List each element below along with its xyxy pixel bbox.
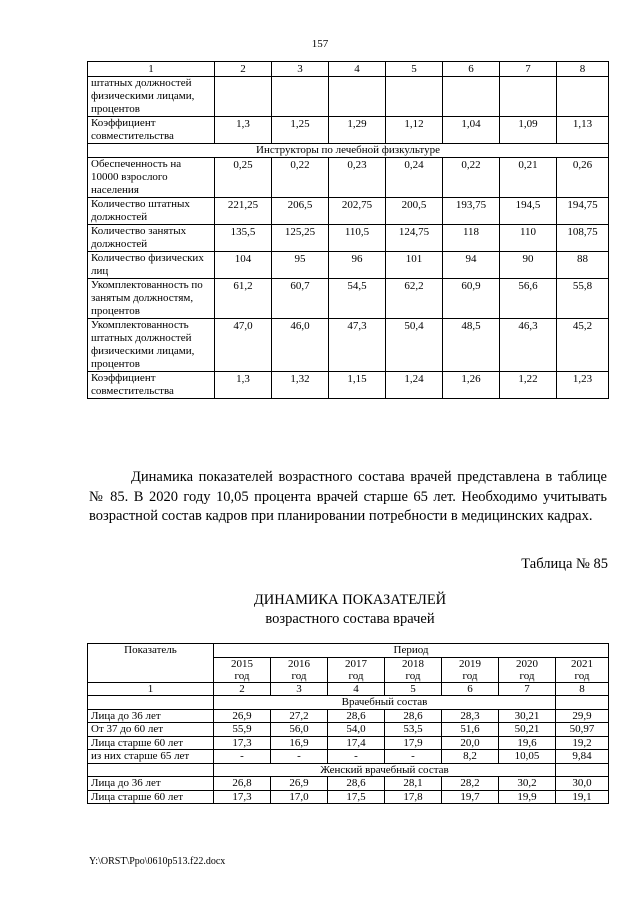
value-cell: 17,0 <box>271 790 328 804</box>
table-row <box>88 777 609 791</box>
column-number-cell: 2 <box>214 682 271 696</box>
value-cell: 61,2 <box>215 279 272 319</box>
year-header-cell <box>556 657 609 682</box>
row-label-cell: Лица до 36 лет <box>88 777 214 791</box>
value-cell: 30,2 <box>499 777 556 791</box>
value-cell: 1,04 <box>443 117 500 144</box>
table-row <box>88 372 609 399</box>
value-cell: 135,5 <box>215 225 272 252</box>
year-header-cell <box>271 657 328 682</box>
column-number-cell: 5 <box>386 62 443 77</box>
column-number-cell: 7 <box>499 682 556 696</box>
value-cell: 94 <box>443 252 500 279</box>
value-cell: 28,3 <box>442 709 499 723</box>
period-header-cell: Период <box>214 644 609 658</box>
year-unit: год <box>291 669 307 682</box>
value-cell: 19,6 <box>499 736 556 750</box>
year-value: 2020 <box>516 657 538 670</box>
table-row <box>88 225 609 252</box>
row-label-cell: Количество физических лиц <box>88 252 215 279</box>
table-row <box>88 117 609 144</box>
value-cell: 10,05 <box>499 750 556 764</box>
value-cell: 1,3 <box>215 372 272 399</box>
value-cell: 30,21 <box>499 709 556 723</box>
value-cell: 19,2 <box>556 736 609 750</box>
section-spacer-cell <box>556 696 609 710</box>
value-cell: 50,4 <box>386 319 443 372</box>
table-row <box>88 723 609 737</box>
column-number-cell: 8 <box>557 62 609 77</box>
year-value: 2017 <box>345 657 367 670</box>
value-cell: 46,0 <box>272 319 329 372</box>
value-cell: 47,0 <box>215 319 272 372</box>
value-cell: 110,5 <box>329 225 386 252</box>
value-cell: 1,3 <box>215 117 272 144</box>
value-cell <box>329 77 386 117</box>
value-cell: 28,6 <box>328 709 385 723</box>
value-cell: 104 <box>215 252 272 279</box>
year-header-cell <box>385 657 442 682</box>
table-row <box>88 198 609 225</box>
row-label-cell: Коэффициент совместительства <box>88 117 215 144</box>
table-row <box>88 77 609 117</box>
value-cell: 46,3 <box>500 319 557 372</box>
header-row <box>88 62 609 77</box>
year-unit: год <box>234 669 250 682</box>
column-number-cell: 5 <box>385 682 442 696</box>
value-cell: 54,5 <box>329 279 386 319</box>
value-cell: 8,2 <box>442 750 499 764</box>
value-cell: 30,0 <box>556 777 609 791</box>
row-label-cell: из них старше 65 лет <box>88 750 214 764</box>
section-title-cell: Женский врачебный состав <box>214 763 556 777</box>
value-cell: 193,75 <box>443 198 500 225</box>
value-cell: 17,3 <box>214 736 271 750</box>
value-cell: 50,97 <box>556 723 609 737</box>
row-label-cell: Обеспеченность на 10000 взрослого населения <box>88 158 215 198</box>
value-cell: - <box>271 750 328 764</box>
value-cell: 28,6 <box>385 709 442 723</box>
row-label-cell: Количество занятых должностей <box>88 225 215 252</box>
value-cell: 26,8 <box>214 777 271 791</box>
column-number-cell: 4 <box>329 62 386 77</box>
section-spacer-cell <box>88 763 214 777</box>
table-row <box>88 736 609 750</box>
value-cell: 50,21 <box>499 723 556 737</box>
value-cell <box>500 77 557 117</box>
header-row-top <box>88 644 609 658</box>
value-cell: 48,5 <box>443 319 500 372</box>
value-cell: - <box>328 750 385 764</box>
value-cell: 0,26 <box>557 158 609 198</box>
value-cell: 1,24 <box>386 372 443 399</box>
year-header-cell <box>328 657 385 682</box>
value-cell: 194,75 <box>557 198 609 225</box>
value-cell: 108,75 <box>557 225 609 252</box>
year-value: 2019 <box>459 657 481 670</box>
value-cell: 62,2 <box>386 279 443 319</box>
value-cell: 0,25 <box>215 158 272 198</box>
value-cell: 17,3 <box>214 790 271 804</box>
table-title-line2: возрастного состава врачей <box>265 611 435 627</box>
column-number-cell: 2 <box>215 62 272 77</box>
row-label-cell: Лица до 36 лет <box>88 709 214 723</box>
value-cell <box>386 77 443 117</box>
value-cell: 1,12 <box>386 117 443 144</box>
table-row <box>88 790 609 804</box>
value-cell: 0,21 <box>500 158 557 198</box>
column-number-cell: 3 <box>272 62 329 77</box>
value-cell: 202,75 <box>329 198 386 225</box>
year-value: 2018 <box>402 657 424 670</box>
value-cell <box>215 77 272 117</box>
value-cell: 53,5 <box>385 723 442 737</box>
value-cell: 1,23 <box>557 372 609 399</box>
value-cell: 0,22 <box>443 158 500 198</box>
page-number: 157 <box>311 38 329 50</box>
value-cell: 60,9 <box>443 279 500 319</box>
value-cell: - <box>385 750 442 764</box>
value-cell: 1,25 <box>272 117 329 144</box>
value-cell: 221,25 <box>215 198 272 225</box>
section-title-cell: Врачебный состав <box>214 696 556 710</box>
value-cell: 17,4 <box>328 736 385 750</box>
value-cell: 101 <box>386 252 443 279</box>
row-label-cell: штатных должностей физическими лицами, процентов <box>88 77 215 117</box>
column-number-cell: 6 <box>442 682 499 696</box>
value-cell <box>272 77 329 117</box>
table-row <box>88 279 609 319</box>
value-cell: 9,84 <box>556 750 609 764</box>
row-label-cell: Укомплектованность штатных должностей физическими лицами, процентов <box>88 319 215 372</box>
year-value: 2021 <box>571 657 593 670</box>
value-cell: 0,24 <box>386 158 443 198</box>
table-row <box>88 750 609 764</box>
section-spacer-cell <box>88 696 214 710</box>
column-number-cell: 8 <box>556 682 609 696</box>
section-spacer-cell <box>556 763 609 777</box>
value-cell: 88 <box>557 252 609 279</box>
row-label-cell: Лица старше 60 лет <box>88 790 214 804</box>
year-header-cell <box>499 657 556 682</box>
table-row <box>88 709 609 723</box>
value-cell: 95 <box>272 252 329 279</box>
age-composition-table <box>87 643 609 804</box>
value-cell <box>557 77 609 117</box>
year-unit: год <box>519 669 535 682</box>
column-number-cell: 6 <box>443 62 500 77</box>
value-cell: 206,5 <box>272 198 329 225</box>
value-cell: 26,9 <box>271 777 328 791</box>
value-cell: 194,5 <box>500 198 557 225</box>
footer-file-path: Y:\ORST\Ppo\0610p513.f22.docx <box>89 856 226 867</box>
row-label-cell: От 37 до 60 лет <box>88 723 214 737</box>
year-unit: год <box>405 669 421 682</box>
table-title-line1: ДИНАМИКА ПОКАЗАТЕЛЕЙ <box>253 592 447 608</box>
section-row <box>88 763 609 777</box>
value-cell: 56,6 <box>500 279 557 319</box>
value-cell: 118 <box>443 225 500 252</box>
value-cell: 45,2 <box>557 319 609 372</box>
value-cell: 1,29 <box>329 117 386 144</box>
table-row <box>88 319 609 372</box>
value-cell: 27,2 <box>271 709 328 723</box>
value-cell: 0,22 <box>272 158 329 198</box>
year-unit: год <box>574 669 590 682</box>
value-cell: 56,0 <box>271 723 328 737</box>
value-cell: 51,6 <box>442 723 499 737</box>
staffing-table-continued <box>87 61 609 399</box>
value-cell: 19,7 <box>442 790 499 804</box>
row-label-cell: Коэффициент совместительства <box>88 372 215 399</box>
value-cell: 28,2 <box>442 777 499 791</box>
paragraph-text: Динамика показателей возрастного состава врачей представлена в таблице № 85. В 2020 году 10,05 процента врачей старше 65 лет. Необходимо учитывать возрастной состав кадров при планировании потребности в медицинских кадрах. <box>89 469 607 524</box>
value-cell: 55,8 <box>557 279 609 319</box>
value-cell: 1,09 <box>500 117 557 144</box>
row-label-cell: Укомплектованность по занятым должностям, процентов <box>88 279 215 319</box>
table-title <box>0 591 640 629</box>
year-header-cell <box>442 657 499 682</box>
value-cell: 110 <box>500 225 557 252</box>
value-cell <box>443 77 500 117</box>
value-cell: 17,9 <box>385 736 442 750</box>
value-cell: 1,13 <box>557 117 609 144</box>
value-cell: 54,0 <box>328 723 385 737</box>
value-cell: 124,75 <box>386 225 443 252</box>
year-header-cell <box>214 657 271 682</box>
table-caption: Таблица № 85 <box>521 556 608 572</box>
value-cell: 125,25 <box>272 225 329 252</box>
value-cell: 90 <box>500 252 557 279</box>
value-cell: 19,9 <box>499 790 556 804</box>
value-cell: 28,1 <box>385 777 442 791</box>
value-cell: 17,5 <box>328 790 385 804</box>
row-label-cell: Количество штатных должностей <box>88 198 215 225</box>
row-label-cell: Лица старше 60 лет <box>88 736 214 750</box>
value-cell: - <box>214 750 271 764</box>
table-row <box>88 158 609 198</box>
value-cell: 1,32 <box>272 372 329 399</box>
value-cell: 1,15 <box>329 372 386 399</box>
section-row <box>88 696 609 710</box>
value-cell: 200,5 <box>386 198 443 225</box>
column-number-cell: 4 <box>328 682 385 696</box>
value-cell: 55,9 <box>214 723 271 737</box>
year-unit: год <box>348 669 364 682</box>
value-cell: 26,9 <box>214 709 271 723</box>
value-cell: 17,8 <box>385 790 442 804</box>
column-number-cell: 1 <box>88 62 215 77</box>
table-row <box>88 252 609 279</box>
value-cell: 28,6 <box>328 777 385 791</box>
indicator-header-cell: Показатель <box>88 644 214 683</box>
year-value: 2015 <box>231 657 253 670</box>
year-unit: год <box>462 669 478 682</box>
column-number-cell: 1 <box>88 682 214 696</box>
column-number-cell: 7 <box>500 62 557 77</box>
value-cell: 16,9 <box>271 736 328 750</box>
value-cell: 60,7 <box>272 279 329 319</box>
body-paragraph <box>89 468 607 527</box>
value-cell: 47,3 <box>329 319 386 372</box>
year-value: 2016 <box>288 657 310 670</box>
value-cell: 0,23 <box>329 158 386 198</box>
value-cell: 96 <box>329 252 386 279</box>
section-row <box>88 144 609 158</box>
value-cell: 1,26 <box>443 372 500 399</box>
value-cell: 1,22 <box>500 372 557 399</box>
column-number-cell: 3 <box>271 682 328 696</box>
section-title-cell: Инструкторы по лечебной физкультуре <box>88 144 609 158</box>
value-cell: 20,0 <box>442 736 499 750</box>
value-cell: 19,1 <box>556 790 609 804</box>
column-number-row <box>88 682 609 696</box>
value-cell: 29,9 <box>556 709 609 723</box>
